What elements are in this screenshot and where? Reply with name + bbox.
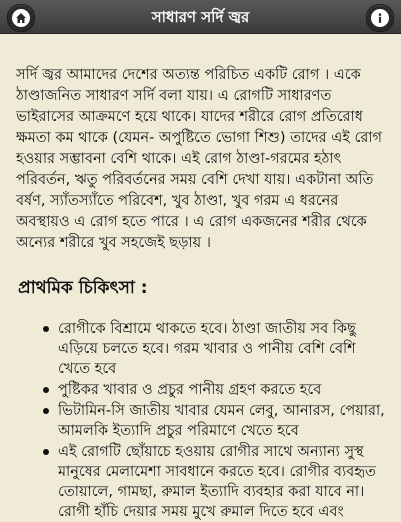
- app-header: [0, 0, 401, 34]
- bullet-icon: [43, 387, 49, 393]
- bullet-icon: [43, 408, 49, 414]
- treatment-list: [16, 319, 387, 522]
- article-content: [0, 35, 401, 520]
- list-item: [43, 401, 387, 441]
- home-button[interactable]: [7, 4, 35, 32]
- list-item: [43, 319, 387, 379]
- info-button[interactable]: [366, 4, 394, 32]
- list-item: [43, 442, 387, 522]
- bullet-icon: [43, 326, 49, 332]
- page-title: সাধারণ সর্দি জ্বর: [151, 8, 250, 26]
- intro-paragraph: সর্দি জ্বর আমাদের দেশের অত্যন্ত পরিচিত একটি রোগ । একে ঠাণ্ডাজনিত সাধারণ সর্দি বলা যায়। এ রোগটি সাধারণত ভাইরাসের আক্রমণে হয়ে থাকে। যাদের শরীরে রোগ প্রতিরোধ ক্ষমতা কম থাকে (যেমন- অপুষ্টিতে ভোগা শিশু) তাদের এই রোগ হওয়ার সম্ভাবনা বেশি থাকে। এই রোগ ঠাণ্ডা-গরমের হঠাৎ পরিবর্তন, ঋতু পরিবর্তনের সময় বেশি দেখা যায়। একটানা অতি বর্ষণ, স্যাঁতস্যাঁতে পরিবেশ, খুব ঠাণ্ডা, খুব গরম এ ধরনের অবস্থায়ও এ রোগ হতে পারে । এ রোগ একজনের শরীর থেকে অন্যের শরীরে খুব সহজেই ছড়ায় ।: [16, 67, 383, 251]
- list-item: [43, 380, 387, 400]
- list-item-text: পুষ্টিকর খাবার ও প্রচুর পানীয় গ্রহণ করতে হবে: [58, 382, 322, 398]
- home-icon: [12, 9, 30, 27]
- list-item-text: এই রোগটি ছোঁয়াচে হওয়ায় রোগীর সাথে অন্যান্য সুস্থ মানুষের মেলামেশা সাবধানে করতে হবে। রোগীর ব্যবহৃত তোয়ালে, গামছা, রুমাল ইত্যাদি ব্যবহার করা যাবে না। রোগী হাঁচি দেয়ার সময় মুখে রুমাল দিতে হবে এবং: [58, 444, 376, 520]
- bullet-icon: [43, 449, 49, 455]
- info-icon: [371, 9, 389, 27]
- list-item-text: রোগীকে বিশ্রামে থাকতে হবে। ঠাণ্ডা জাতীয় সব কিছু এড়িয়ে চলতে হবে। গরম খাবার ও পানীয় বেশি বেশি খেতে হবে: [58, 321, 356, 377]
- section-heading: প্রাথমিক চিকিৎসা :: [18, 278, 148, 298]
- list-item-text: ভিটামিন-সি জাতীয় খাবার যেমন লেবু, আনারস, পেয়ারা, আমলকি ইত্যাদি প্রচুর পরিমাণে খেতে হবে: [58, 403, 385, 439]
